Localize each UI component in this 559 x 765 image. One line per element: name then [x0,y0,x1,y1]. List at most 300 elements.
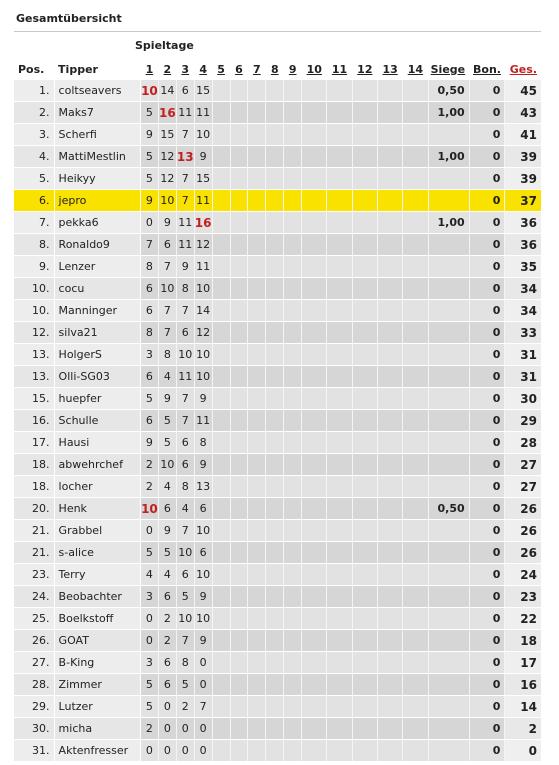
row-tipper-name[interactable]: Olli-SG03 [54,366,140,388]
row-matchday-6-points [230,564,248,586]
row-matchday-9-points [284,652,302,674]
row-matchday-8-points [266,146,284,168]
row-matchday-3-points: 8 [176,476,194,498]
row-matchday-8-points [266,586,284,608]
row-matchday-3-points: 11 [176,102,194,124]
row-matchday-13-points [377,696,402,718]
row-matchday-7-points [248,718,266,740]
row-matchday-8-points [266,366,284,388]
row-total: 27 [505,476,541,498]
row-total: 41 [505,124,541,146]
row-tipper-name[interactable]: Maks7 [54,102,140,124]
table-row [14,234,541,256]
row-matchday-4-points: 10 [194,564,212,586]
header-matchday-9[interactable]: 9 [288,62,297,76]
row-matchday-14-points [403,542,428,564]
row-matchday-13-points [377,608,402,630]
row-matchday-8-points [266,256,284,278]
row-matchday-6-points [230,586,248,608]
row-position: 2. [14,102,54,124]
header-matchday-8[interactable]: 8 [270,62,279,76]
table-row [14,256,541,278]
row-matchday-9-points [284,740,302,762]
row-position: 10. [14,278,54,300]
row-bonus: 0 [469,146,505,168]
table-row [14,300,541,322]
row-matchday-8-points [266,630,284,652]
header-matchday-12[interactable]: 12 [357,62,373,76]
header-matchday-7[interactable]: 7 [253,62,261,76]
row-siege [428,740,469,762]
row-matchday-5-points [212,80,230,102]
table-row [14,696,541,718]
row-matchday-13-points [377,80,402,102]
row-matchday-3-points: 7 [176,388,194,410]
row-matchday-5-points [212,454,230,476]
row-matchday-2-points: 0 [158,740,176,762]
row-matchday-2-points: 15 [158,124,176,146]
row-matchday-2-points: 9 [158,520,176,542]
row-tipper-name[interactable]: Schulle [54,410,140,432]
row-matchday-13-points [377,674,402,696]
row-matchday-12-points [352,652,377,674]
row-bonus: 0 [469,564,505,586]
table-row [14,740,541,762]
row-matchday-10-points [302,498,327,520]
row-matchday-4-points: 10 [194,278,212,300]
row-tipper-name[interactable]: Terry [54,564,140,586]
row-matchday-14-points [403,322,428,344]
row-matchday-13-points [377,652,402,674]
row-matchday-6-points [230,344,248,366]
row-matchday-2-points: 12 [158,146,176,168]
row-matchday-12-points [352,454,377,476]
row-matchday-2-points: 12 [158,168,176,190]
row-matchday-13-points [377,542,402,564]
row-matchday-1-points: 6 [140,278,158,300]
row-matchday-6-points [230,652,248,674]
row-matchday-10-points [302,168,327,190]
row-matchday-1-points: 6 [140,300,158,322]
row-matchday-8-points [266,80,284,102]
row-matchday-11-points [327,388,352,410]
row-matchday-10-points [302,234,327,256]
row-tipper-name[interactable]: HolgerS [54,344,140,366]
row-tipper-name[interactable]: pekka6 [54,212,140,234]
table-row [14,344,541,366]
row-matchday-2-points: 8 [158,344,176,366]
row-matchday-13-points [377,102,402,124]
row-matchday-8-points [266,674,284,696]
row-matchday-7-points [248,168,266,190]
row-tipper-name[interactable]: Hausi [54,432,140,454]
row-matchday-11-points [327,102,352,124]
row-siege [428,388,469,410]
header-bon[interactable]: Bon. [473,62,501,76]
row-matchday-3-points: 0 [176,718,194,740]
row-siege [428,278,469,300]
row-siege [428,366,469,388]
row-position: 29. [14,696,54,718]
row-bonus: 0 [469,608,505,630]
row-matchday-10-points [302,454,327,476]
row-total: 28 [505,432,541,454]
row-total: 35 [505,256,541,278]
row-tipper-name[interactable]: jepro [54,190,140,212]
header-matchday-10[interactable]: 10 [306,62,322,76]
row-tipper-name[interactable]: Henk [54,498,140,520]
row-matchday-5-points [212,344,230,366]
row-tipper-name[interactable]: locher [54,476,140,498]
row-bonus: 0 [469,212,505,234]
row-matchday-5-points [212,168,230,190]
row-position: 5. [14,168,54,190]
row-matchday-4-points: 15 [194,80,212,102]
row-matchday-5-points [212,564,230,586]
row-matchday-6-points [230,80,248,102]
row-matchday-2-points: 7 [158,300,176,322]
row-bonus: 0 [469,542,505,564]
row-matchday-6-points [230,300,248,322]
row-matchday-10-points [302,124,327,146]
row-matchday-6-points [230,102,248,124]
row-matchday-7-points [248,234,266,256]
row-matchday-11-points [327,146,352,168]
row-matchday-14-points [403,608,428,630]
row-tipper-name[interactable]: MattiMestlin [54,146,140,168]
row-tipper-name[interactable]: GOAT [54,630,140,652]
header-matchday-13[interactable]: 13 [382,62,398,76]
row-matchday-13-points [377,432,402,454]
row-matchday-2-points: 10 [158,278,176,300]
row-matchday-11-points [327,410,352,432]
row-matchday-12-points [352,322,377,344]
row-tipper-name[interactable]: cocu [54,278,140,300]
row-matchday-11-points [327,608,352,630]
header-matchday-5[interactable]: 5 [217,62,225,76]
row-tipper-name[interactable]: huepfer [54,388,140,410]
row-total: 29 [505,410,541,432]
row-matchday-7-points [248,608,266,630]
row-matchday-1-points: 5 [140,674,158,696]
row-matchday-2-points: 10 [158,190,176,212]
row-matchday-7-points [248,740,266,762]
header-matchday-14[interactable]: 14 [407,62,424,76]
row-matchday-5-points [212,212,230,234]
row-matchday-1-points: 10 [140,80,158,102]
row-matchday-12-points [352,498,377,520]
row-matchday-14-points [403,146,428,168]
header-matchday-11[interactable]: 11 [331,62,348,76]
row-matchday-1-points: 5 [140,388,158,410]
table-row [14,586,541,608]
header-matchday-2[interactable]: 2 [163,62,172,76]
row-position: 13. [14,366,54,388]
row-tipper-name[interactable]: micha [54,718,140,740]
row-matchday-11-points [327,344,352,366]
row-matchday-11-points [327,674,352,696]
table-row [14,498,541,520]
row-matchday-11-points [327,432,352,454]
row-matchday-4-points: 12 [194,322,212,344]
row-total: 34 [505,300,541,322]
row-matchday-13-points [377,366,402,388]
row-matchday-1-points: 5 [140,102,158,124]
row-siege [428,432,469,454]
row-matchday-3-points: 5 [176,586,194,608]
row-tipper-name[interactable]: Boelkstoff [54,608,140,630]
row-matchday-8-points [266,168,284,190]
row-matchday-1-points: 3 [140,586,158,608]
row-matchday-7-points [248,542,266,564]
row-matchday-10-points [302,740,327,762]
row-matchday-1-points: 3 [140,652,158,674]
table-row [14,146,541,168]
row-matchday-12-points [352,432,377,454]
header-matchday-1[interactable]: 1 [145,62,154,76]
row-matchday-8-points [266,344,284,366]
header-tipper: Tipper [58,62,98,76]
row-matchday-9-points [284,520,302,542]
title-divider [14,31,541,32]
row-tipper-name[interactable]: Lenzer [54,256,140,278]
row-matchday-4-points: 10 [194,608,212,630]
row-matchday-5-points [212,322,230,344]
row-matchday-12-points [352,740,377,762]
row-matchday-7-points [248,278,266,300]
row-matchday-13-points [377,146,402,168]
row-bonus: 0 [469,234,505,256]
row-matchday-10-points [302,410,327,432]
row-position: 1. [14,80,54,102]
row-matchday-8-points [266,520,284,542]
row-bonus: 0 [469,410,505,432]
row-matchday-10-points [302,476,327,498]
row-siege: 1,00 [428,102,469,124]
row-matchday-4-points: 0 [194,718,212,740]
row-tipper-name[interactable]: silva21 [54,322,140,344]
row-matchday-5-points [212,102,230,124]
row-matchday-11-points [327,322,352,344]
row-matchday-9-points [284,278,302,300]
row-matchday-10-points [302,520,327,542]
row-matchday-4-points: 14 [194,300,212,322]
row-matchday-9-points [284,586,302,608]
row-matchday-12-points [352,234,377,256]
row-total: 0 [505,740,541,762]
standings-body [14,80,541,762]
row-matchday-8-points [266,278,284,300]
row-matchday-9-points [284,674,302,696]
row-matchday-2-points: 0 [158,696,176,718]
row-matchday-12-points [352,674,377,696]
row-matchday-7-points [248,564,266,586]
row-matchday-10-points [302,212,327,234]
row-siege [428,564,469,586]
row-tipper-name[interactable]: Ronaldo9 [54,234,140,256]
row-matchday-2-points: 6 [158,498,176,520]
row-matchday-5-points [212,498,230,520]
row-total: 39 [505,168,541,190]
row-tipper-name[interactable]: Scherfi [54,124,140,146]
row-matchday-1-points: 2 [140,454,158,476]
row-matchday-3-points: 8 [176,278,194,300]
row-matchday-1-points: 0 [140,630,158,652]
row-matchday-1-points: 3 [140,344,158,366]
table-row [14,80,541,102]
row-matchday-9-points [284,322,302,344]
header-matchday-6[interactable]: 6 [235,62,243,76]
row-matchday-8-points [266,454,284,476]
row-matchday-11-points [327,454,352,476]
row-position: 7. [14,212,54,234]
row-matchday-9-points [284,124,302,146]
row-tipper-name[interactable]: Manninger [54,300,140,322]
row-matchday-7-points [248,586,266,608]
row-position: 6. [14,190,54,212]
row-matchday-7-points [248,498,266,520]
row-bonus: 0 [469,102,505,124]
row-tipper-name[interactable]: B-King [54,652,140,674]
row-matchday-3-points: 10 [176,344,194,366]
row-total: 31 [505,344,541,366]
row-matchday-13-points [377,718,402,740]
row-tipper-name[interactable]: Aktenfresser [54,740,140,762]
header-siege[interactable]: Siege [430,62,466,76]
row-matchday-4-points: 0 [194,674,212,696]
row-matchday-4-points: 6 [194,498,212,520]
row-bonus: 0 [469,190,505,212]
row-tipper-name[interactable]: s-alice [54,542,140,564]
row-tipper-name[interactable]: coltseavers [54,80,140,102]
row-matchday-8-points [266,608,284,630]
table-row [14,674,541,696]
row-tipper-name[interactable]: Heikyy [54,168,140,190]
row-matchday-4-points: 8 [194,432,212,454]
row-matchday-11-points [327,586,352,608]
row-position: 21. [14,520,54,542]
row-matchday-8-points [266,564,284,586]
header-matchday-3[interactable]: 3 [181,62,190,76]
row-siege [428,322,469,344]
row-matchday-10-points [302,652,327,674]
row-matchday-1-points: 5 [140,696,158,718]
row-siege [428,256,469,278]
row-matchday-6-points [230,388,248,410]
row-matchday-3-points: 11 [176,234,194,256]
row-bonus: 0 [469,740,505,762]
row-matchday-10-points [302,432,327,454]
row-total: 26 [505,520,541,542]
row-matchday-13-points [377,564,402,586]
row-matchday-2-points: 4 [158,366,176,388]
row-bonus: 0 [469,124,505,146]
row-matchday-1-points: 10 [140,498,158,520]
row-matchday-9-points [284,80,302,102]
row-matchday-5-points [212,476,230,498]
row-matchday-3-points: 13 [176,146,194,168]
row-matchday-13-points [377,586,402,608]
row-matchday-6-points [230,520,248,542]
row-matchday-4-points: 9 [194,586,212,608]
row-matchday-3-points: 7 [176,520,194,542]
row-matchday-10-points [302,80,327,102]
row-matchday-9-points [284,234,302,256]
table-row [14,520,541,542]
row-tipper-name[interactable]: Lutzer [54,696,140,718]
row-position: 8. [14,234,54,256]
row-matchday-8-points [266,432,284,454]
row-matchday-6-points [230,168,248,190]
row-position: 18. [14,454,54,476]
row-matchday-11-points [327,542,352,564]
row-total: 37 [505,190,541,212]
row-matchday-1-points: 0 [140,608,158,630]
row-matchday-9-points [284,630,302,652]
row-matchday-2-points: 0 [158,718,176,740]
row-total: 36 [505,212,541,234]
row-matchday-11-points [327,696,352,718]
row-siege: 0,50 [428,80,469,102]
row-matchday-1-points: 5 [140,542,158,564]
row-matchday-3-points: 7 [176,168,194,190]
row-siege [428,344,469,366]
row-siege [428,608,469,630]
row-matchday-9-points [284,366,302,388]
row-matchday-10-points [302,102,327,124]
row-matchday-2-points: 6 [158,652,176,674]
row-tipper-name[interactable]: Grabbel [54,520,140,542]
row-matchday-11-points [327,124,352,146]
row-matchday-12-points [352,696,377,718]
row-matchday-6-points [230,146,248,168]
row-matchday-10-points [302,718,327,740]
row-matchday-7-points [248,322,266,344]
row-matchday-12-points [352,366,377,388]
row-matchday-14-points [403,212,428,234]
row-matchday-8-points [266,542,284,564]
row-matchday-7-points [248,388,266,410]
header-matchday-4[interactable]: 4 [199,62,207,76]
row-matchday-12-points [352,278,377,300]
row-matchday-9-points [284,696,302,718]
row-matchday-14-points [403,454,428,476]
row-matchday-1-points: 2 [140,718,158,740]
row-matchday-8-points [266,476,284,498]
row-matchday-9-points [284,718,302,740]
row-matchday-2-points: 10 [158,454,176,476]
row-matchday-4-points: 11 [194,256,212,278]
row-matchday-3-points: 9 [176,256,194,278]
header-pos: Pos. [18,62,45,76]
row-matchday-13-points [377,410,402,432]
row-total: 26 [505,542,541,564]
standings-table [14,58,541,762]
row-siege: 1,00 [428,212,469,234]
row-matchday-14-points [403,674,428,696]
row-matchday-10-points [302,696,327,718]
row-matchday-13-points [377,124,402,146]
row-matchday-13-points [377,520,402,542]
row-matchday-7-points [248,454,266,476]
row-tipper-name[interactable]: abwehrchef [54,454,140,476]
table-row [14,652,541,674]
row-tipper-name[interactable]: Zimmer [54,674,140,696]
row-tipper-name[interactable]: Beobachter [54,586,140,608]
row-matchday-10-points [302,608,327,630]
header-ges[interactable]: Ges. [509,62,537,76]
row-matchday-5-points [212,300,230,322]
